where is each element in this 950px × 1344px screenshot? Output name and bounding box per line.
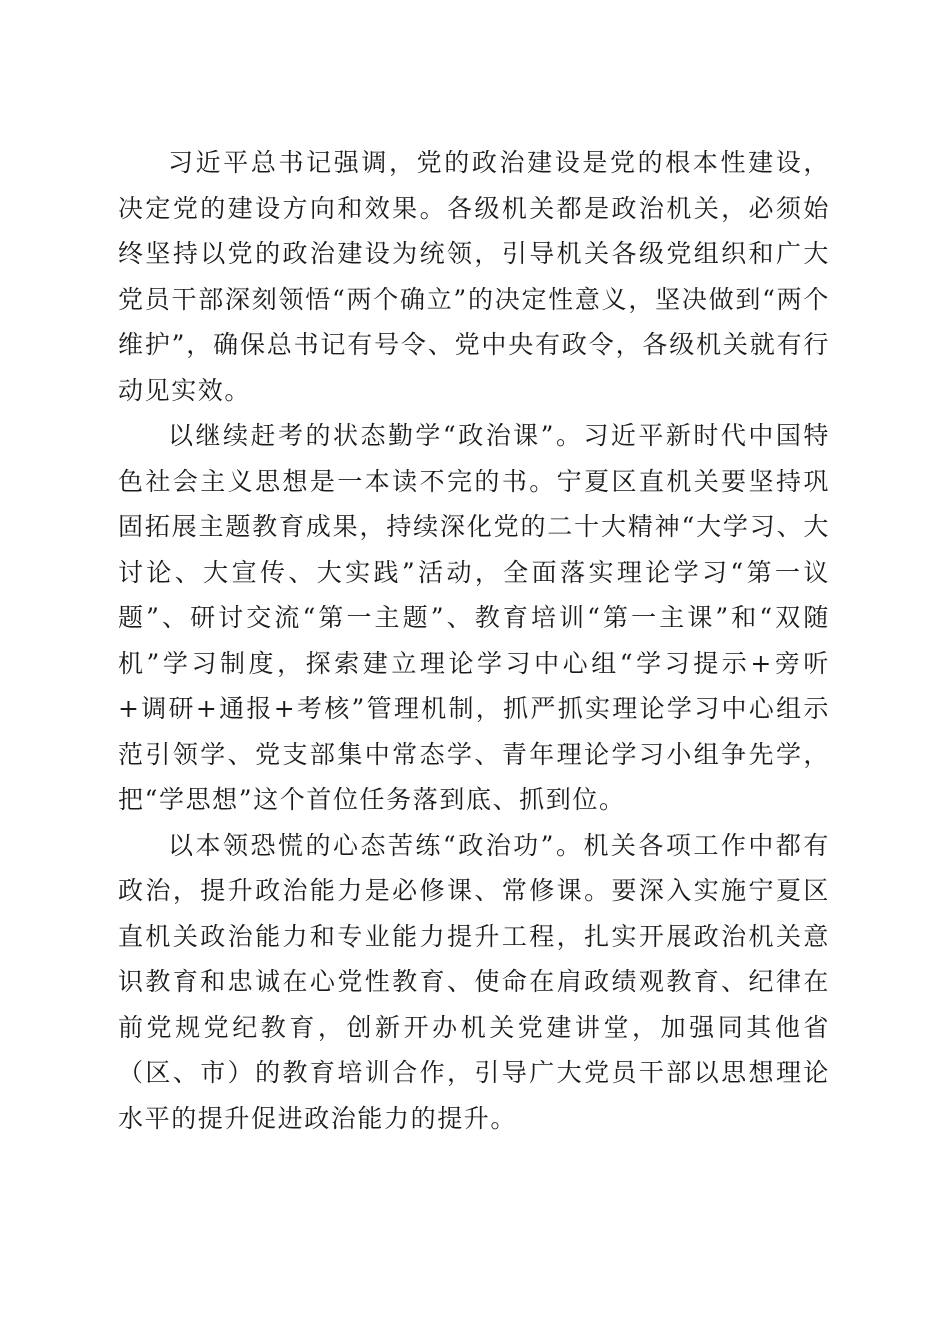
paragraph-political-class: 以继续赶考的状态勤学“政治课”。习近平新时代中国特色社会主义思想是一本读不完的书。宁夏区直机关要坚持巩固拓展主题教育成果，持续深化党的二十大精神“大学习、大讨论、大宣传、大实践”活动，全面落实理论学习“第一议题”、研讨交流“第一主题”、教育培训“第一主课”和“双随机”学习制度，探索建立理论学习中心组“学习提示+旁听+调研+通报+考核”管理机制，抓严抓实理论学习中心组示范引领学、党支部集中常态学、青年理论学习小组争先学，把“学思想”这个首位任务落到底、抓到位。 xyxy=(118,421,830,814)
paragraph-intro: 习近平总书记强调，党的政治建设是党的根本性建设，决定党的建设方向和效果。各级机关都是政治机关，必须始终坚持以党的政治建设为统领，引导机关各级党组织和广大党员干部深刻领悟“两个确立”的决定性意义，坚决做到“两个维护”，确保总书记有号令、党中央有政令，各级机关就有行动见实效。 xyxy=(118,148,830,405)
document-body xyxy=(118,140,830,1141)
paragraph-political-skill: 以本领恐慌的心态苦练“政治功”。机关各项工作中都有政治，提升政治能力是必修课、常修课。要深入实施宁夏区直机关政治能力和专业能力提升工程，扎实开展政治机关意识教育和忠诚在心党性教育、使命在肩政绩观教育、纪律在前党规党纪教育，创新开办机关党建讲堂，加强同其他省（区、市）的教育培训合作，引导广大党员干部以思想理论水平的提升促进政治能力的提升。 xyxy=(118,830,830,1133)
